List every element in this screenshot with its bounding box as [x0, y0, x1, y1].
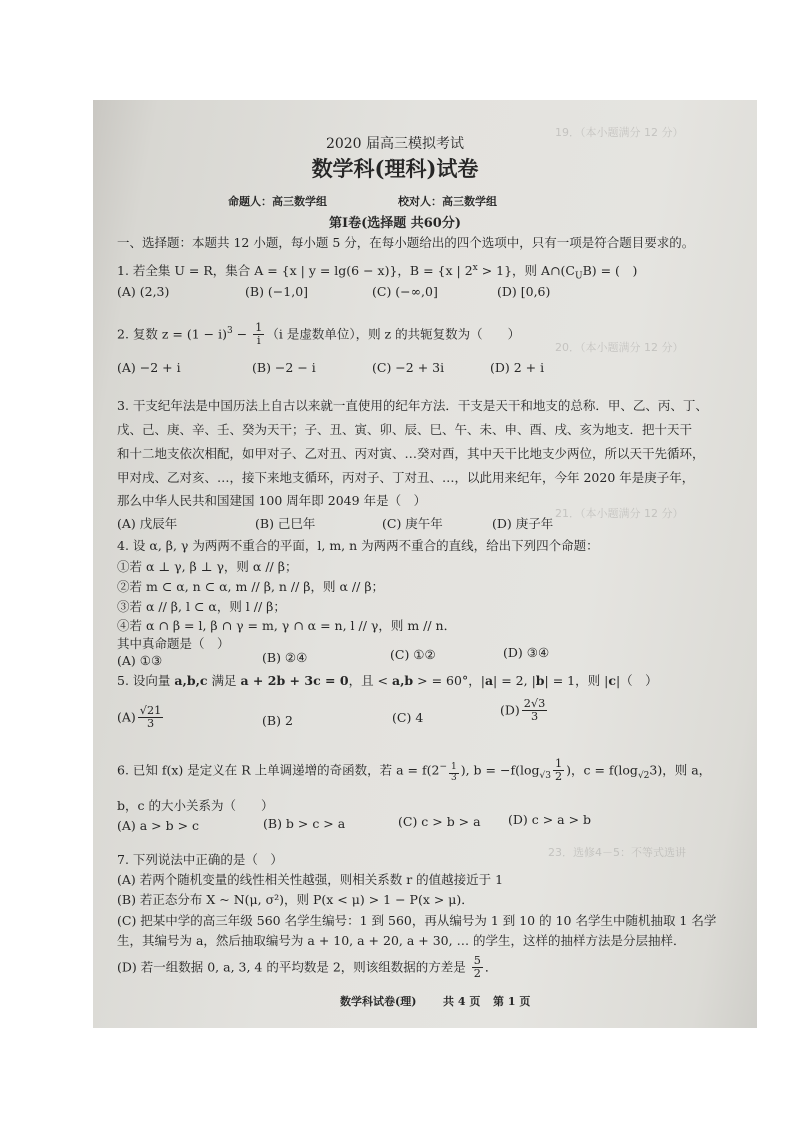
fraction-denominator: 3 — [450, 773, 457, 784]
question-6-line-2: b，c 的大小关系为（ ） — [117, 798, 274, 813]
question-2-option-d: (D) 2 + i — [490, 360, 545, 375]
question-1-text-cont: > 1}，则 A∩(C — [477, 263, 575, 279]
question-5-text: 满足 — [207, 673, 241, 688]
question-1-option-a: (A) (2,3) — [117, 284, 170, 299]
question-5-option-b — [262, 713, 293, 729]
vector-text: c — [608, 673, 616, 688]
question-4-option-c: (C) ①② — [390, 647, 436, 662]
question-3-line: 3. 干支纪年法是中国历法上自古以来就一直使用的纪年方法．干支是天干和地支的总称．甲、乙、丙、丁、 — [117, 398, 708, 413]
option-fraction — [522, 698, 547, 724]
option-label: (C) — [392, 710, 412, 725]
bleed-through-text: 20．（本小题满分 12 分） — [555, 341, 684, 354]
question-2-text-end: （i 是虚数单位），则 z 的共轭复数为（ ） — [266, 326, 521, 342]
question-4-option-a: (A) ①③ — [117, 653, 163, 668]
question-7-option-a: (A) 若两个随机变量的线性相关性越强，则相关系数 r 的值越接近于 1 — [117, 872, 504, 887]
question-4-option-b: (B) ②④ — [262, 650, 308, 665]
question-1-subscript: U — [574, 271, 583, 282]
question-6-text-end: )，则 a， — [657, 762, 712, 778]
fraction-denominator: 2 — [554, 770, 563, 784]
question-5-option-a — [117, 705, 165, 731]
question-1-exponent: x — [472, 263, 478, 273]
vector-text: a + 2b + 3c = 0 — [240, 673, 349, 688]
fraction-denominator: i — [256, 334, 261, 348]
question-1-text: 1. 若全集 U = R，集合 A = {x | y = lg(6 − x)}，B = {x | 2 — [117, 263, 473, 279]
vector-text: a,b — [391, 673, 414, 688]
fraction-denominator: 3 — [146, 717, 155, 731]
question-5-text: |（ ） — [615, 673, 658, 688]
question-3-option-a: (A) 戊辰年 — [117, 516, 178, 531]
exponent-fraction — [449, 763, 459, 784]
fraction-denominator: 2 — [473, 967, 481, 981]
fraction-numerator: √21 — [139, 704, 162, 717]
question-5-text: ，且 < — [348, 673, 392, 688]
fraction-numerator: 2√3 — [523, 697, 546, 710]
question-1-option-b: (B) (−1,0] — [245, 284, 309, 299]
question-5-text: 5. 设向量 — [117, 673, 175, 688]
question-3-line: 戊、己、庚、辛、壬、癸为天干；子、丑、寅、卯、辰、巳、午、未、申、酉、戌、亥为地支．把十天干 — [117, 422, 693, 437]
question-5-stem — [117, 673, 658, 689]
question-4-option-d: (D) ③④ — [503, 645, 550, 660]
fraction-numerator: 1 — [450, 762, 457, 773]
fraction-denominator: 3 — [530, 710, 539, 724]
question-2-exponent: 3 — [227, 326, 233, 337]
question-6-exponent — [439, 762, 460, 784]
option-label: (D) — [500, 702, 520, 718]
log-argument-fraction — [553, 758, 564, 784]
question-6-option-a: (A) a > b > c — [117, 818, 200, 833]
footer-paper-name: 数学科试卷(理) — [340, 995, 417, 1008]
footer-page-number: 第 1 页 — [493, 995, 531, 1008]
log-argument: 3 — [649, 762, 658, 778]
question-7-option-c-cont: 生，其编号为 a，然后抽取编号为 a + 10, a + 20, a + 30, … 的学生，这样的抽样方法是分层抽样． — [117, 933, 686, 948]
question-6-text: 6. 已知 f(x) 是定义在 R 上单调递增的奇函数，若 a = f(2 — [117, 762, 440, 778]
question-5-option-d — [500, 698, 549, 724]
question-3-line: 那么中华人民共和国建国 100 周年即 2049 年是（ ） — [117, 493, 427, 508]
question-5-text: | = 1，则 | — [544, 673, 609, 688]
question-3-line: 和十二地支依次相配，如甲对子、乙对丑、丙对寅、…癸对酉，其中天干比地支少两位，所以天干先循环， — [117, 446, 705, 461]
paper-title: 数学科(理科)试卷 — [311, 156, 479, 181]
question-4-statement: ④若 α ∩ β = l, β ∩ γ = m, γ ∩ α = n, l // γ，则 m // n． — [117, 618, 457, 633]
question-7-option-c: (C) 把某中学的高三年级 560 名学生编号：1 到 560，再从编号为 1 到 10 的 10 名学生中随机抽取 1 名学 — [117, 913, 717, 928]
question-6-option-c: (C) c > b > a — [398, 814, 481, 829]
log-base: √3 — [539, 770, 551, 781]
vector-text: a — [484, 673, 494, 688]
vector-text: a,b,c — [174, 673, 208, 688]
question-7-stem: 7. 下列说法中正确的是（ ） — [117, 852, 283, 867]
question-6-option-b: (B) b > c > a — [263, 816, 346, 831]
question-1-stem — [117, 260, 637, 285]
question-1-text-end: B) = ( ) — [582, 263, 638, 279]
vector-text: b — [535, 673, 545, 688]
fraction-numerator: 1 — [255, 321, 263, 334]
question-2-fraction — [253, 322, 264, 348]
question-6-text: )，c = f(log — [566, 762, 638, 778]
question-2-text: 2. 复数 z = (1 − i) — [117, 326, 228, 342]
question-1-option-c: (C) (−∞,0] — [372, 284, 438, 299]
option-value: 2 — [284, 713, 293, 728]
exam-name: 2020 届高三模拟考试 — [325, 136, 465, 152]
log-base: √2 — [637, 770, 650, 781]
checker-line: 校对人：高三数学组 — [398, 195, 497, 208]
fraction-numerator: 5 — [473, 954, 481, 967]
question-3-option-d: (D) 庚子年 — [492, 516, 554, 531]
question-4-statement: ②若 m ⊂ α, n ⊂ α, m // β, n // β，则 α // β； — [117, 579, 385, 594]
bleed-through-text: 23．选修4－5：不等式选讲 — [548, 846, 686, 859]
exam-paper — [93, 100, 757, 1028]
question-7-option-b: (B) 若正态分布 X ~ N(μ, σ²)，则 P(x < μ) > 1 − P(x > μ)． — [117, 892, 474, 907]
setter-line: 命题人：高三数学组 — [228, 195, 327, 208]
question-1-option-d: (D) [0,6) — [497, 284, 551, 299]
section-title: 第Ⅰ卷(选择题 共60分) — [329, 216, 461, 231]
question-4-ask: 其中真命题是（ ） — [117, 636, 230, 651]
question-3-line: 甲对戌、乙对亥、…，接下来地支循环，丙对子、丁对丑、…，以此用来纪年，今年 2020 年是庚子年， — [117, 470, 695, 485]
question-5-text: > = 60°，| — [413, 673, 485, 688]
question-2-option-b: (B) −2 − i — [252, 360, 316, 375]
question-2-stem — [117, 322, 520, 348]
bleed-through-text: 21．（本小题满分 12 分） — [555, 507, 684, 520]
question-6-stem — [117, 758, 711, 784]
question-3-option-c: (C) 庚午年 — [382, 516, 443, 531]
question-5-option-c — [392, 710, 423, 726]
exponent-sign: − — [439, 762, 447, 773]
question-4-stem: 4. 设 α, β, γ 为两两不重合的平面，l, m, n 为两两不重合的直线，给出下列四个命题： — [117, 538, 599, 553]
question-2-option-c: (C) −2 + 3i — [372, 360, 445, 375]
option-value: 4 — [415, 710, 424, 725]
option-label: (A) — [117, 709, 136, 725]
option-fraction — [472, 955, 483, 981]
option-label: (B) — [262, 713, 281, 728]
question-2-option-a: (A) −2 + i — [117, 360, 181, 375]
question-4-statement: ③若 α // β, l ⊂ α，则 l // β； — [117, 599, 286, 614]
section-instructions: 一、选择题：本题共 12 小题，每小题 5 分，在每小题给出的四个选项中，只有一项是符合题目要求的。 — [117, 235, 695, 250]
question-2-minus: − — [232, 326, 252, 342]
question-5-text: | = 2, | — [493, 673, 536, 688]
bleed-through-text: 19．（本小题满分 12 分） — [555, 126, 684, 139]
question-3-option-b: (B) 己巳年 — [255, 516, 316, 531]
question-6-text: ), b = −f(log — [460, 762, 540, 778]
question-6-option-d: (D) c > a > b — [508, 812, 592, 827]
question-7-option-d-end: ． — [484, 959, 498, 975]
option-fraction — [138, 705, 163, 731]
question-7-option-d — [117, 955, 497, 981]
fraction-numerator: 1 — [554, 757, 563, 770]
question-7-option-d-text: (D) 若一组数据 0, a, 3, 4 的平均数是 2，则该组数据的方差是 — [117, 959, 470, 975]
question-4-statement: ①若 α ⊥ γ, β ⊥ γ，则 α // β； — [117, 559, 298, 574]
footer-page-total: 共 4 页 — [443, 995, 481, 1008]
